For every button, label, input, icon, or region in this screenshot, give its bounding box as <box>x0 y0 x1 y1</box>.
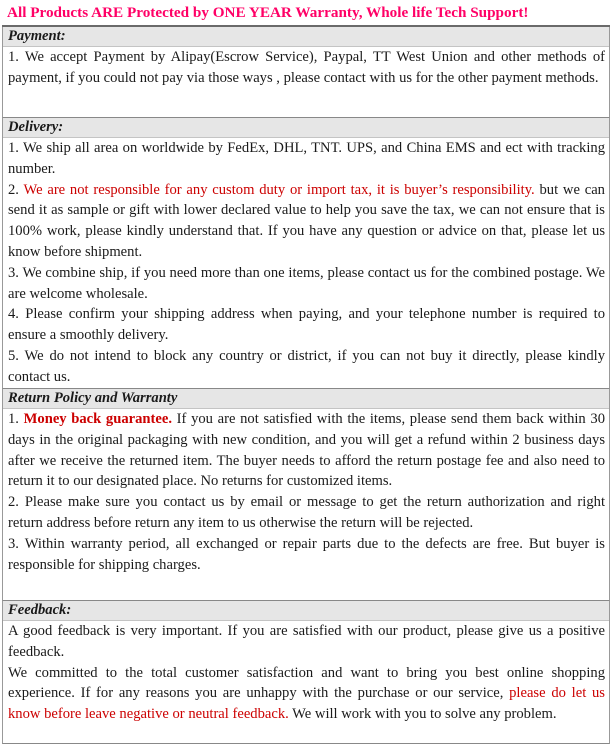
payment-paragraph-1: 1. We accept Payment by Alipay(Escrow Service), Paypal, TT West Union and other methods of payment, if you could not pay via those ways , please contact with us for the other payment methods. <box>8 49 605 86</box>
return-p1-lead: 1. <box>8 411 24 427</box>
delivery-paragraph-2 <box>8 180 605 263</box>
delivery-body <box>3 138 609 388</box>
delivery-paragraph-5: 5. We do not intend to block any country or district, if you can not buy it directly, please kindly contact us. <box>8 347 605 385</box>
return-paragraph-1 <box>8 409 605 492</box>
feedback-section <box>2 601 610 744</box>
policy-sheet <box>2 0 610 742</box>
delivery-paragraph-4: 4. Please confirm your shipping address when paying, and your telephone number is required to ensure a smoothly delivery. <box>8 306 605 344</box>
delivery-p2-emphasis: We are not responsible for any custom duty or import tax, it is buyer’s responsibility. <box>23 181 535 198</box>
warranty-banner: All Products ARE Protected by ONE YEAR Warranty, Whole life Tech Support! <box>2 0 610 27</box>
feedback-paragraph-2 <box>8 663 605 725</box>
delivery-title: Delivery: <box>3 118 609 138</box>
return-p1-rest: If you are not satisfied with the items, please send them back within 30 days in the original packaging with new condition, and you will get a refund within 2 business days after we receive the returned item. The buyer needs to afford the return postage fee and also need to return it to our designated place. No returns for customized items. <box>8 411 605 490</box>
return-policy-title: Return Policy and Warranty <box>3 389 609 409</box>
feedback-paragraph-1: A good feedback is very important. If you are satisfied with our product, please give us a positive feedback. <box>8 623 605 660</box>
feedback-p2-lead: We committed to the total customer satisfaction and want to bring you best online shopping experience. If for any reasons you are unhappy with the purchase or our service, <box>8 664 605 702</box>
payment-body <box>3 47 609 89</box>
delivery-section <box>2 118 610 389</box>
feedback-title: Feedback: <box>3 601 609 621</box>
return-policy-body <box>3 409 609 575</box>
delivery-p2-rest: but we can send it as sample or gift with lower declared value to help you save the tax, we can not ensure that is 100% work, please kindly understand that. If you have any question or advice on that, please let us know before shipment. <box>8 181 605 260</box>
return-paragraph-2: 2. Please make sure you contact us by email or message to get the return authorization and right return address before return any item to us otherwise the return will be rejected. <box>8 494 605 531</box>
payment-section <box>2 27 610 118</box>
return-paragraph-3: 3. Within warranty period, all exchanged or repair parts due to the defects are free. But buyer is responsible for shipping charges. <box>8 535 605 573</box>
delivery-paragraph-1: 1. We ship all area on worldwide by FedEx, DHL, TNT. UPS, and China EMS and ect with tracking number. <box>8 140 605 177</box>
payment-title: Payment: <box>3 27 609 47</box>
feedback-p2-rest: We will work with you to solve any problem. <box>288 706 557 723</box>
feedback-p2-emphasis: please do let us know before leave negative or neutral feedback. <box>8 685 605 723</box>
delivery-p2-lead: 2. <box>8 181 24 198</box>
money-back-guarantee: Money back guarantee. <box>23 411 173 427</box>
return-policy-section <box>2 389 610 601</box>
delivery-paragraph-3: 3. We combine ship, if you need more than one items, please contact us for the combined postage. We are welcome wholesale. <box>8 264 605 302</box>
feedback-body <box>3 621 609 725</box>
